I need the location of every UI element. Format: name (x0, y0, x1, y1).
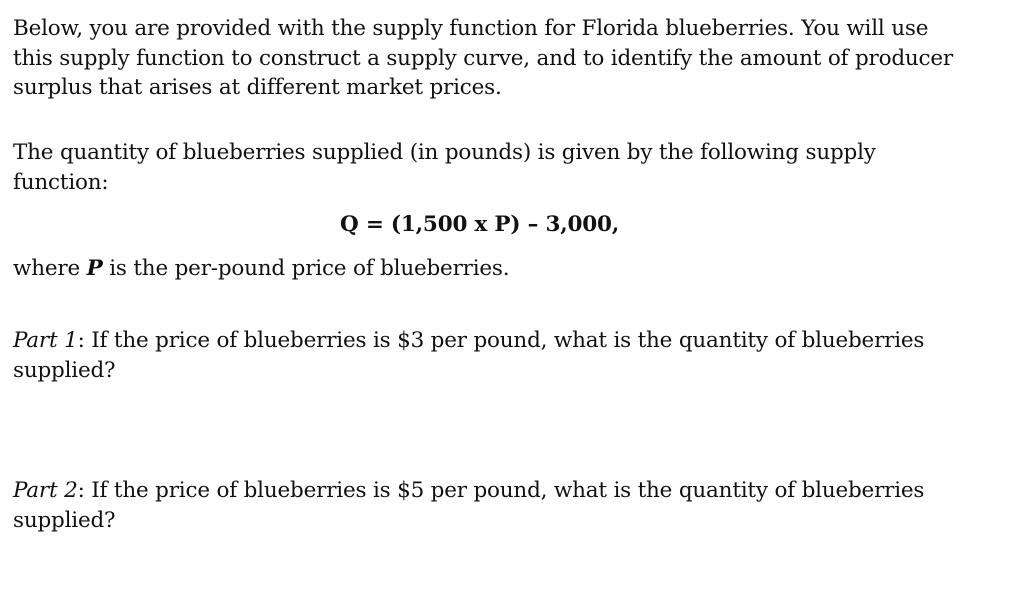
variable-definition (13, 254, 973, 284)
part-2-text: : If the price of blueberries is $5 per pound, what is the quantity of blueberries supplied? (13, 478, 925, 533)
part-1-label: Part 1 (13, 328, 78, 353)
part-2-question (13, 476, 1003, 535)
supply-function-formula: Q = (1,500 x P) – 3,000, (340, 212, 620, 237)
where-prefix: where (13, 256, 87, 281)
intro-paragraph: Below, you are provided with the supply function for Florida blueberries. You will use this supply function to construct a supply curve, and to identify the amount of producer surplus that arises at different market prices. (13, 16, 953, 100)
part-2-label: Part 2 (13, 478, 78, 503)
quantity-statement: The quantity of blueberries supplied (in pounds) is given by the following supply function: (13, 140, 876, 195)
part-1-question (13, 326, 1003, 385)
where-suffix: is the per-pound price of blueberries. (102, 256, 510, 281)
part-1-text: : If the price of blueberries is $3 per pound, what is the quantity of blueberries supplied? (13, 328, 925, 383)
price-variable: P (86, 256, 103, 281)
